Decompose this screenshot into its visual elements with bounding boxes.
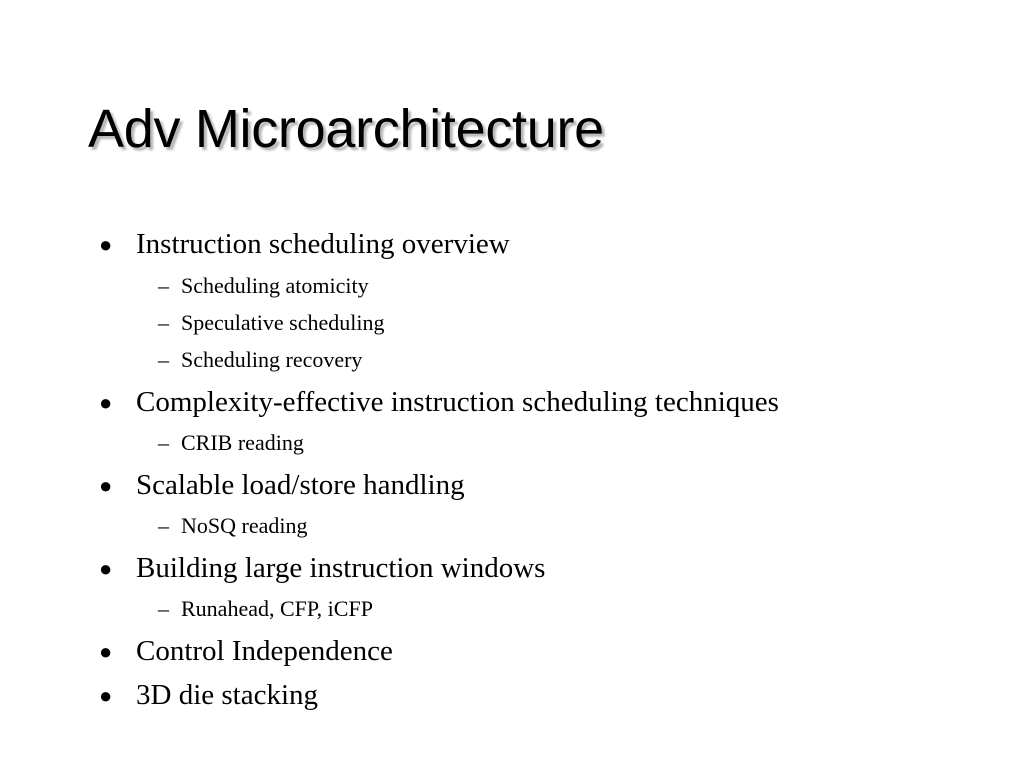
sub-bullet-text: Speculative scheduling bbox=[181, 310, 385, 335]
bullet-dot-icon: ● bbox=[99, 683, 113, 708]
sub-bullet-item bbox=[158, 430, 304, 456]
bullet-text: Control Independence bbox=[136, 635, 393, 667]
bullet-item bbox=[99, 469, 465, 502]
sub-bullet-text: Scheduling recovery bbox=[181, 347, 363, 372]
sub-bullet-item bbox=[158, 596, 373, 622]
bullet-text: Scalable load/store handling bbox=[136, 469, 465, 501]
bullet-text: 3D die stacking bbox=[136, 679, 319, 711]
dash-icon: – bbox=[158, 273, 169, 298]
bullet-dot-icon: ● bbox=[99, 639, 113, 664]
bullet-item bbox=[99, 552, 546, 585]
sub-bullet-item bbox=[158, 310, 385, 336]
sub-bullet-text: NoSQ reading bbox=[181, 513, 308, 538]
dash-icon: – bbox=[158, 310, 169, 335]
dash-icon: – bbox=[158, 347, 169, 372]
bullet-text: Complexity-effective instruction scheduling techniques bbox=[136, 386, 779, 418]
sub-bullet-item bbox=[158, 273, 369, 299]
dash-icon: – bbox=[158, 596, 169, 621]
bullet-dot-icon: ● bbox=[99, 390, 113, 415]
sub-bullet-text: Scheduling atomicity bbox=[181, 273, 369, 298]
bullet-text: Building large instruction windows bbox=[136, 552, 546, 584]
sub-bullet-item bbox=[158, 513, 308, 539]
bullet-dot-icon: ● bbox=[99, 473, 113, 498]
bullet-dot-icon: ● bbox=[99, 232, 113, 257]
bullet-text: Instruction scheduling overview bbox=[136, 228, 510, 260]
dash-icon: – bbox=[158, 430, 169, 455]
bullet-item bbox=[99, 386, 779, 419]
sub-bullet-item bbox=[158, 347, 363, 373]
bullet-item bbox=[99, 679, 319, 712]
sub-bullet-text: Runahead, CFP, iCFP bbox=[181, 596, 373, 621]
dash-icon: – bbox=[158, 513, 169, 538]
bullet-dot-icon: ● bbox=[99, 556, 113, 581]
bullet-item bbox=[99, 635, 393, 668]
bullet-item bbox=[99, 228, 510, 261]
slide-title: Adv Microarchitecture bbox=[88, 99, 604, 159]
sub-bullet-text: CRIB reading bbox=[181, 430, 304, 455]
